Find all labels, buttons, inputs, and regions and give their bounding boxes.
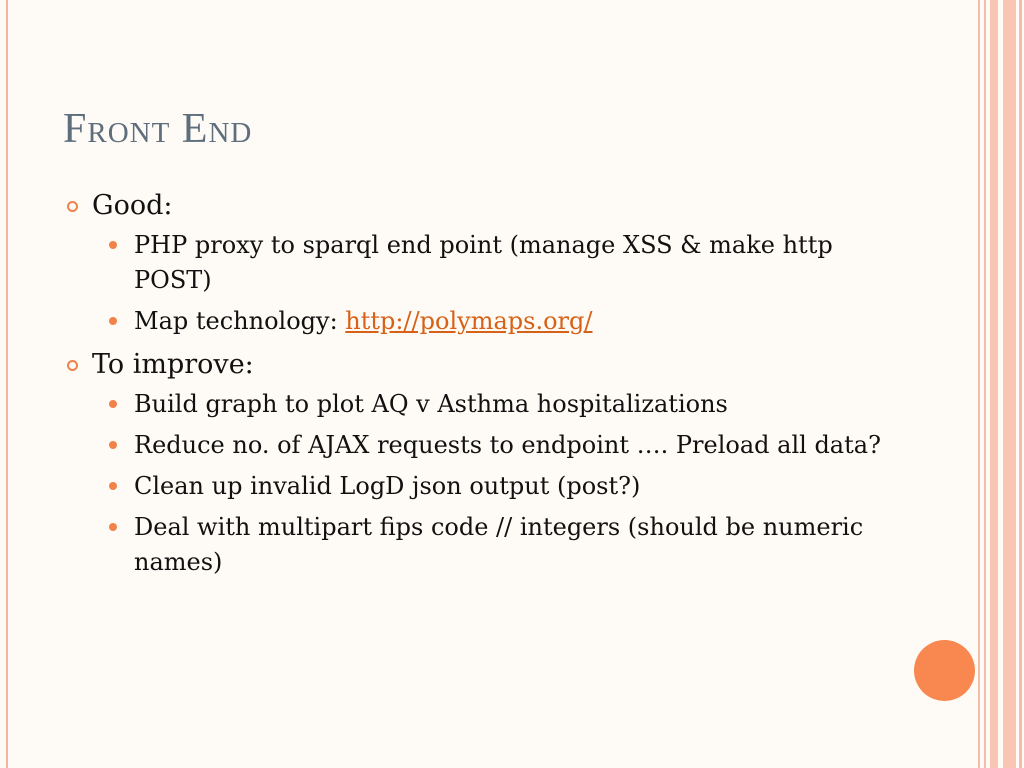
list-item xyxy=(62,428,882,463)
list-item xyxy=(62,304,882,339)
right-frame-stripe xyxy=(990,0,998,768)
ring-bullet-icon xyxy=(67,201,78,212)
list-item-text: Map technology: xyxy=(134,307,346,335)
section-heading-to-improve xyxy=(62,345,882,385)
right-frame-stripe xyxy=(1019,0,1022,768)
right-frame-stripe xyxy=(978,0,980,768)
dot-bullet-icon xyxy=(109,241,117,249)
list-item xyxy=(62,387,882,422)
right-frame-stripe xyxy=(1003,0,1016,768)
section-heading-label: Good: xyxy=(92,190,173,221)
section-heading-label: To improve: xyxy=(92,349,254,380)
decorative-circle xyxy=(914,640,975,701)
list-item xyxy=(62,228,882,298)
slide-title: Front End xyxy=(63,106,253,152)
list-item-text: PHP proxy to sparql end point (manage XSS & make http POST) xyxy=(134,231,833,294)
list-item-text: Reduce no. of AJAX requests to endpoint …. Preload all data? xyxy=(134,431,881,459)
left-border-stripe xyxy=(6,0,8,768)
ring-bullet-icon xyxy=(67,360,78,371)
list-item-text: Deal with multipart fips code // integers (should be numeric names) xyxy=(134,513,864,576)
list-item xyxy=(62,469,882,504)
list-item-text: Clean up invalid LogD json output (post?) xyxy=(134,472,641,500)
dot-bullet-icon xyxy=(109,317,117,325)
dot-bullet-icon xyxy=(109,523,117,531)
polymaps-link[interactable]: http://polymaps.org/ xyxy=(345,307,593,335)
dot-bullet-icon xyxy=(109,400,117,408)
right-frame-stripe xyxy=(984,0,986,768)
list-item xyxy=(62,510,882,580)
dot-bullet-icon xyxy=(109,441,117,449)
dot-bullet-icon xyxy=(109,482,117,490)
list-item-text: Build graph to plot AQ v Asthma hospitalizations xyxy=(134,390,728,418)
slide-body xyxy=(62,186,882,586)
section-heading-good xyxy=(62,186,882,226)
